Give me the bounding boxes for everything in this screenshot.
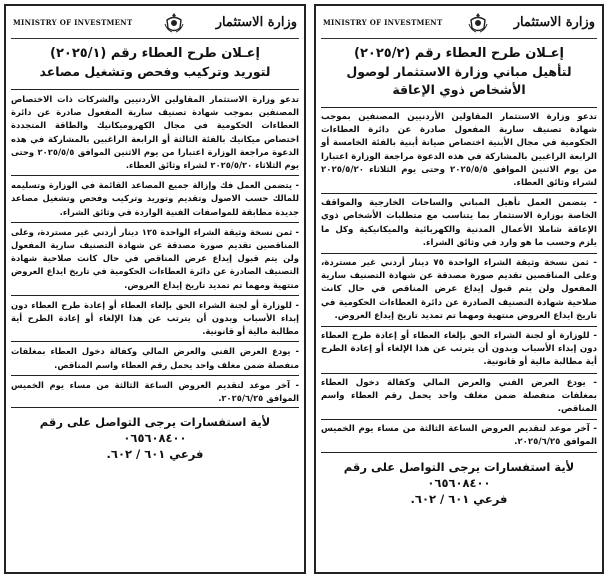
divider (321, 326, 597, 327)
divider (321, 193, 597, 194)
divider (11, 407, 299, 408)
divider (321, 373, 597, 374)
ad-clause: - يودع العرض الفني والعرض المالي وكفالة دخول العطاء بمغلفات منفصلة ضمن مغلف واحد يحمل رقم العطاء واسم المناقص. (321, 377, 597, 415)
ministry-name-ar: وزارة الاستثمار (513, 15, 595, 30)
ad-body (11, 93, 299, 405)
ad-subtitle: لتأهيل مباني وزارة الاستثمار لوصول الأشخاص ذوي الإعاقة (346, 64, 572, 97)
ad-clause: - للوزارة أو لجنة الشراء الحق بإلغاء العطاء أو إعادة طرح العطاء دون إبداء الأسباب وبدون أن يترتب عن هذا الإلغاء أو إعادة الطرح أية مطالبة مالية أو قانونية. (11, 299, 299, 337)
ministry-name-en: MINISTRY OF INVESTMENT (323, 18, 443, 27)
divider (321, 107, 597, 108)
ad-title-box (321, 45, 597, 103)
ministry-name-en: MINISTRY OF INVESTMENT (13, 18, 133, 27)
ad-title: إعـلان طرح العطاء رقم (٢٠٢٥/٢) (354, 46, 564, 61)
ad-clause: - آخر موعد لتقديم العروض الساعة الثالثة من مساء يوم الخميس الموافق ٢٠٢٥/٦/٢٥. (321, 424, 597, 448)
contact-phone: لأية استفسارات يرجى التواصل على رقم ٠٦٥٦٠٨٤٠٠ (39, 415, 271, 446)
contact-info (321, 459, 597, 507)
divider (11, 295, 299, 296)
contact-phone: لأية استفسارات يرجى التواصل على رقم ٠٦٥٦٠٨٤٠٠ (343, 459, 575, 490)
ad-title-box (11, 45, 299, 85)
jordan-emblem-icon (163, 11, 185, 35)
contact-extension: فرعي ٦٠١ / ٦٠٢. (106, 447, 204, 462)
divider (321, 253, 597, 254)
ad-clause: - للوزارة أو لجنة الشراء الحق بإلغاء العطاء أو إعادة طرح العطاء دون إبداء الأسباب وبدون أن يترتب عن هذا الإلغاء أو إعادة الطرح أية مطالبة مالية أو قانونية. (321, 331, 597, 368)
ad-intro: تدعو وزارة الاستثمار المقاولين الأردنيين المصنفين بموجب شهادة تصنيف سارية المفعول صادرة عن دائرة العطاءات الحكومية في مجال الأبنية اختصاص صيانة أبنية بالفئة الخامسة أو الرابعة الراغبين بالمشاركة في هذه الدعوة مراجعة الوزارة اعتبارا من يوم الاثنين الموافق ٢٠٢٥/٥/٥ وحتى يوم الثلاثاء ٢٠٢٥/٥/٢٠ لشراء وثائق العطاء. (321, 112, 597, 189)
divider (11, 341, 299, 342)
ad-intro: تدعو وزارة الاستثمار المقاولين الأردنيين والشركات ذات الاختصاص المصنفين بموجب شهادة تصنيف سارية المفعول صادرة عن دائرة العطاءات الحكومية في مجال الكهروميكانيك والطاقة المتجددة اختصاص ميكانيك بالفئة الثالثة أو الرابعة الراغبين بالمشاركة في هذه الدعوة مراجعة الوزارة اعتبارا من يوم الاثنين الموافق ٢٠٢٥/٥/٥ وحتى يوم الثلاثاء ٢٠٢٥/٥/٢٠ لشراء وثائق العطاء. (11, 94, 299, 171)
ad-subtitle: لتوريد وتركيب وفحص وتشغيل مصاعد (39, 64, 271, 79)
jordan-emblem-icon (467, 11, 489, 35)
divider (11, 89, 299, 90)
ad-header (11, 9, 299, 39)
divider (321, 452, 597, 453)
ad-clause: - يتضمن العمل فك وإزالة جميع المصاعد القائمة في الوزارة وتسليمه للمالك حسب الاصول وتقديم وتوريد وتركيب وفحص وتشغيل مصاعد جديدة مطابقة للمواصفات الفنية الواردة في وثائق الشراء. (11, 180, 299, 217)
divider (11, 222, 299, 223)
ad-header (321, 9, 597, 39)
divider (321, 419, 597, 420)
divider (11, 175, 299, 176)
ad-clause: - يودع العرض الفني والعرض المالي وكفالة دخول العطاء بمغلفات منفصلة ضمن مغلف واحد يحمل رقم العطاء واسم المناقص. (11, 346, 299, 370)
divider (11, 375, 299, 376)
ad-clause: - ثمن نسخة وثيقة الشراء الواحدة ١٢٥ دينار أردني غير مستردة، وعلى المناقصين تقديم صورة مصدقة عن شهادة التصنيف سارية المفعول ولن يتم قبول إيداع عرض المناقص في حال كانت صلاحية شهادة التصنيف الصادرة عن دائرة العطاءات الحكومية في تاريخ ايداع العروض منتهية ومهما تم تمديد تاريخ إيداع العروض. (11, 226, 299, 290)
ministry-name-ar: وزارة الاستثمار (215, 15, 297, 30)
ad-clause: - يتضمن العمل تأهيل المباني والساحات الخارجية والمواقف الخاصة بوزارة الاستثمار بما يتناسب مع متطلبات الأشخاص ذوي الإعاقة شاملا الأعمال المدنية والكهربائية والميكانيكية وكل ما يلزم وحسب ما هو وارد في وثائق الشراء. (321, 198, 597, 248)
ad-body (321, 111, 597, 450)
ad-clause: - آخر موعد لتقديم العروض الساعة الثالثة من مساء يوم الخميس الموافق ٢٠٢٥/٦/٢٥. (11, 379, 299, 404)
ad-clause: - ثمن نسخة وثيقة الشراء الواحدة ٧٥ دينار أردني غير مستردة، وعلى المناقصين تقديم صورة مصدقة عن شهادة التصنيف سارية المفعول ولن يتم قبول إيداع عرض المناقص في حال كانت صلاحية شهادة التصنيف الصادرة عن دائرة العطاءات الحكومية في تاريخ ايداع العروض منتهية ومهما تم تمديد تاريخ إيداع العروض. (321, 258, 597, 321)
contact-extension: فرعي ٦٠١ / ٦٠٢. (410, 491, 508, 506)
tender-ad-1 (4, 4, 306, 574)
tender-ad-2 (314, 4, 604, 574)
contact-info (11, 414, 299, 462)
ad-title: إعـلان طرح العطاء رقم (٢٠٢٥/١) (50, 46, 260, 61)
